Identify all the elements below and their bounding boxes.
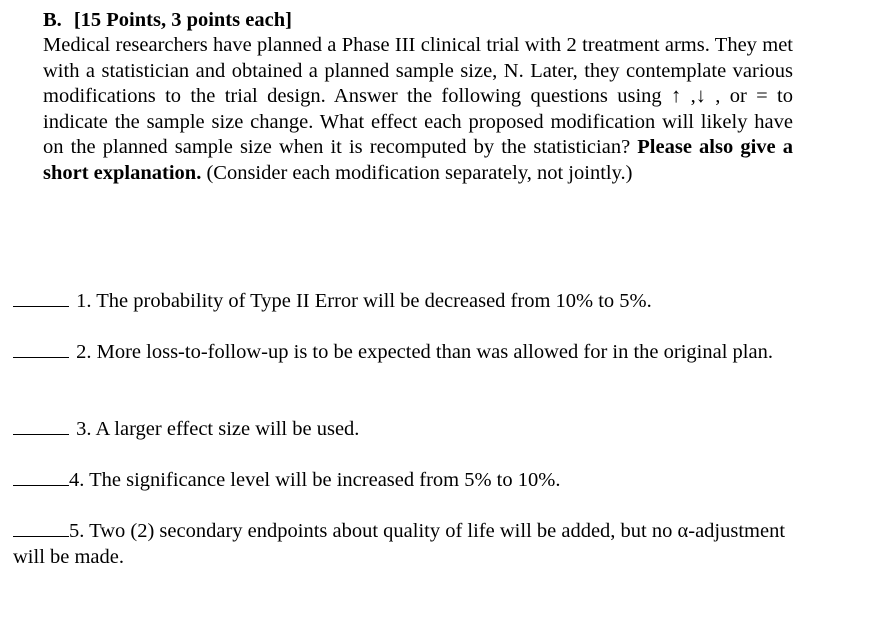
instructions-text: Medical researchers have planned a Phase III clinical trial with 2 treatment arms. They met with a statistician and obtained a planned sample size, N. Later, they contemplate various modifications to the trial design. Answer the following questions using ↑ ,↓ , or = to indicate the sample size change. What effect each proposed modification will likely have on the planned sample size when it is recomputed by the statistician? — [43, 34, 793, 159]
instructions-paragraph — [43, 33, 793, 187]
section-label: B. — [43, 9, 62, 31]
question-3-text: 3. A larger effect size will be used. — [71, 418, 360, 440]
section-header — [43, 8, 292, 33]
question-2-text: 2. More loss-to-follow-up is to be expected than was allowed for in the original plan. — [71, 341, 773, 363]
question-3 — [13, 416, 813, 443]
answer-blank-2[interactable] — [13, 339, 69, 358]
question-4-text: 4. The significance level will be increased from 5% to 10%. — [69, 469, 561, 491]
question-2 — [13, 339, 813, 366]
answer-blank-5[interactable] — [13, 518, 69, 537]
instructions-note: (Consider each modification separately, not jointly.) — [201, 161, 633, 184]
answer-blank-3[interactable] — [13, 416, 69, 435]
section-points: [15 Points, 3 points each] — [73, 9, 292, 31]
question-4 — [13, 467, 813, 494]
question-1 — [13, 288, 813, 315]
question-1-text: 1. The probability of Type II Error will be decreased from 10% to 5%. — [71, 290, 652, 312]
question-5 — [13, 518, 813, 570]
question-5-text: 5. Two (2) secondary endpoints about quality of life will be added, but no α-adjustment will be made. — [13, 520, 786, 568]
answer-blank-4[interactable] — [13, 467, 69, 486]
answer-blank-1[interactable] — [13, 288, 69, 307]
instructions-emphasis: Please also give a short explanation. — [43, 136, 793, 184]
